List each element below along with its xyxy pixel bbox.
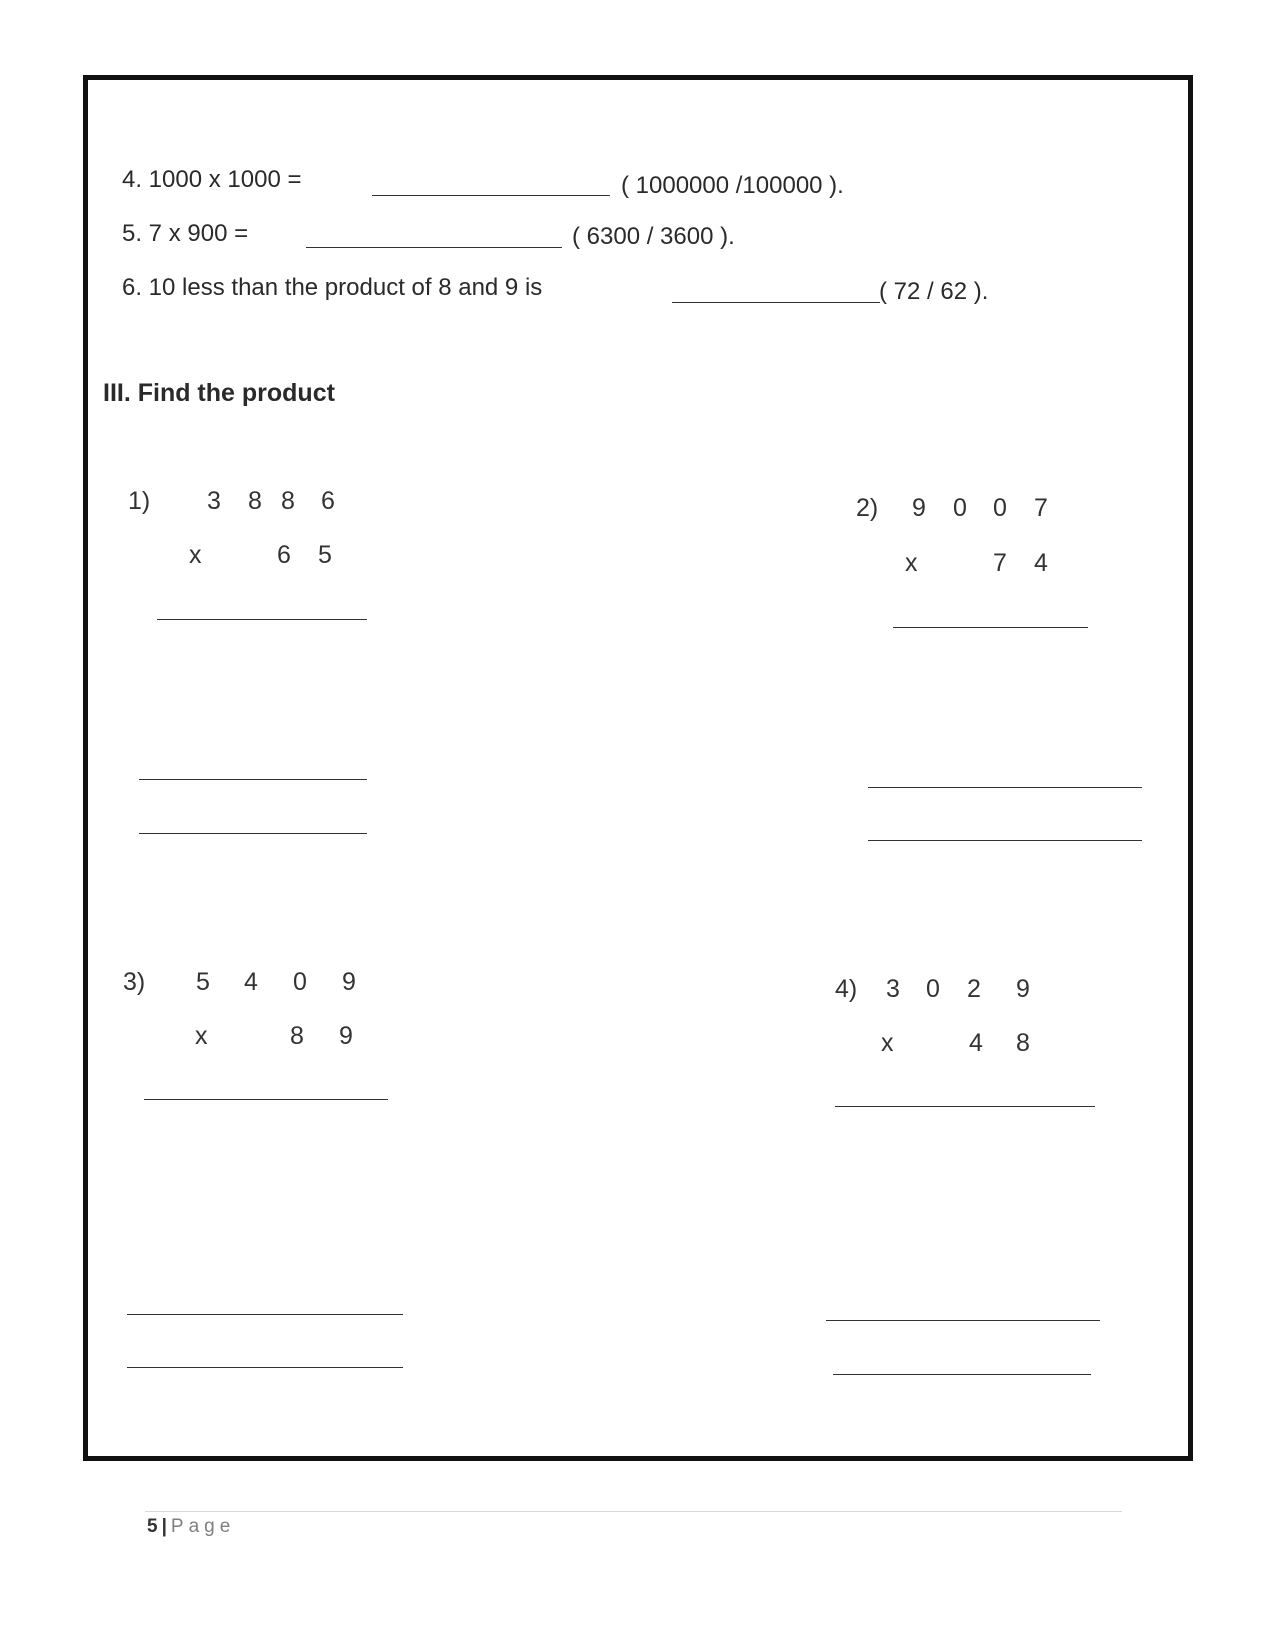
- page-label: Page: [170, 1516, 236, 1537]
- problem-1-times-sign: x: [189, 541, 202, 569]
- problem-2-digit: 0: [953, 494, 967, 522]
- question-4-answer-blank[interactable]: [372, 195, 610, 196]
- problem-4-digit: 2: [967, 975, 981, 1003]
- question-5-text: 5. 7 x 900 =: [122, 220, 249, 247]
- problem-3-digit: 4: [244, 968, 258, 996]
- problem-2-times-sign: x: [905, 549, 918, 577]
- problem-1-digit: 3: [207, 487, 221, 515]
- problem-2-product-line: [893, 627, 1088, 628]
- problem-2-digit: 0: [993, 494, 1007, 522]
- problem-3-digit: 9: [342, 968, 356, 996]
- page-separator: |: [161, 1516, 167, 1537]
- problem-1-multiplier-digit: 6: [277, 541, 291, 569]
- problem-4-final-answer-line[interactable]: [833, 1374, 1091, 1375]
- question-6-options: ( 72 / 62 ).: [879, 278, 989, 305]
- problem-3-digit: 0: [293, 968, 307, 996]
- problem-2-partial-answer-line[interactable]: [868, 787, 1142, 788]
- question-4-text: 4. 1000 x 1000 =: [122, 166, 302, 193]
- problem-2-label: 2): [856, 494, 879, 522]
- problem-3-partial-answer-line[interactable]: [127, 1314, 403, 1315]
- question-6-text: 6. 10 less than the product of 8 and 9 is: [122, 274, 543, 301]
- problem-4-multiplier-digit: 4: [969, 1029, 983, 1057]
- problem-2-multiplier-digit: 4: [1034, 549, 1048, 577]
- problem-4-digit: 9: [1016, 975, 1030, 1003]
- problem-3-multiplier-digit: 8: [290, 1022, 304, 1050]
- problem-3-multiplier-digit: 9: [339, 1022, 353, 1050]
- problem-1-digit: 8: [248, 487, 262, 515]
- problem-1-digit: 8: [281, 487, 295, 515]
- problem-4-times-sign: x: [881, 1029, 894, 1057]
- problem-1-final-answer-line[interactable]: [139, 833, 367, 834]
- problem-3-final-answer-line[interactable]: [127, 1367, 403, 1368]
- question-5-options: ( 6300 / 3600 ).: [572, 223, 735, 250]
- footer-divider: [145, 1511, 1122, 1512]
- problem-1-partial-answer-line[interactable]: [139, 779, 367, 780]
- problem-4-multiplier-digit: 8: [1016, 1029, 1030, 1057]
- problem-2-digit: 9: [912, 494, 926, 522]
- problem-2-digit: 7: [1034, 494, 1048, 522]
- problem-4-digit: 3: [886, 975, 900, 1003]
- problem-3-label: 3): [123, 968, 146, 996]
- problem-1-multiplier-digit: 5: [318, 541, 332, 569]
- problem-2-multiplier-digit: 7: [993, 549, 1007, 577]
- question-6-answer-blank[interactable]: [672, 302, 880, 303]
- section-heading: III. Find the product: [103, 379, 335, 407]
- page-number: 5: [147, 1516, 158, 1537]
- problem-4-product-line: [835, 1106, 1095, 1107]
- problem-1-product-line: [157, 619, 367, 620]
- page-footer: [147, 1516, 235, 1538]
- problem-3-product-line: [144, 1099, 388, 1100]
- problem-2-final-answer-line[interactable]: [868, 840, 1142, 841]
- problem-1-digit: 6: [321, 487, 335, 515]
- problem-3-times-sign: x: [195, 1022, 208, 1050]
- problem-4-digit: 0: [926, 975, 940, 1003]
- problem-4-partial-answer-line[interactable]: [826, 1320, 1100, 1321]
- problem-1-label: 1): [128, 487, 151, 515]
- problem-4-label: 4): [835, 975, 858, 1003]
- question-4-options: ( 1000000 /100000 ).: [621, 172, 844, 199]
- problem-3-digit: 5: [196, 968, 210, 996]
- question-5-answer-blank[interactable]: [306, 247, 562, 248]
